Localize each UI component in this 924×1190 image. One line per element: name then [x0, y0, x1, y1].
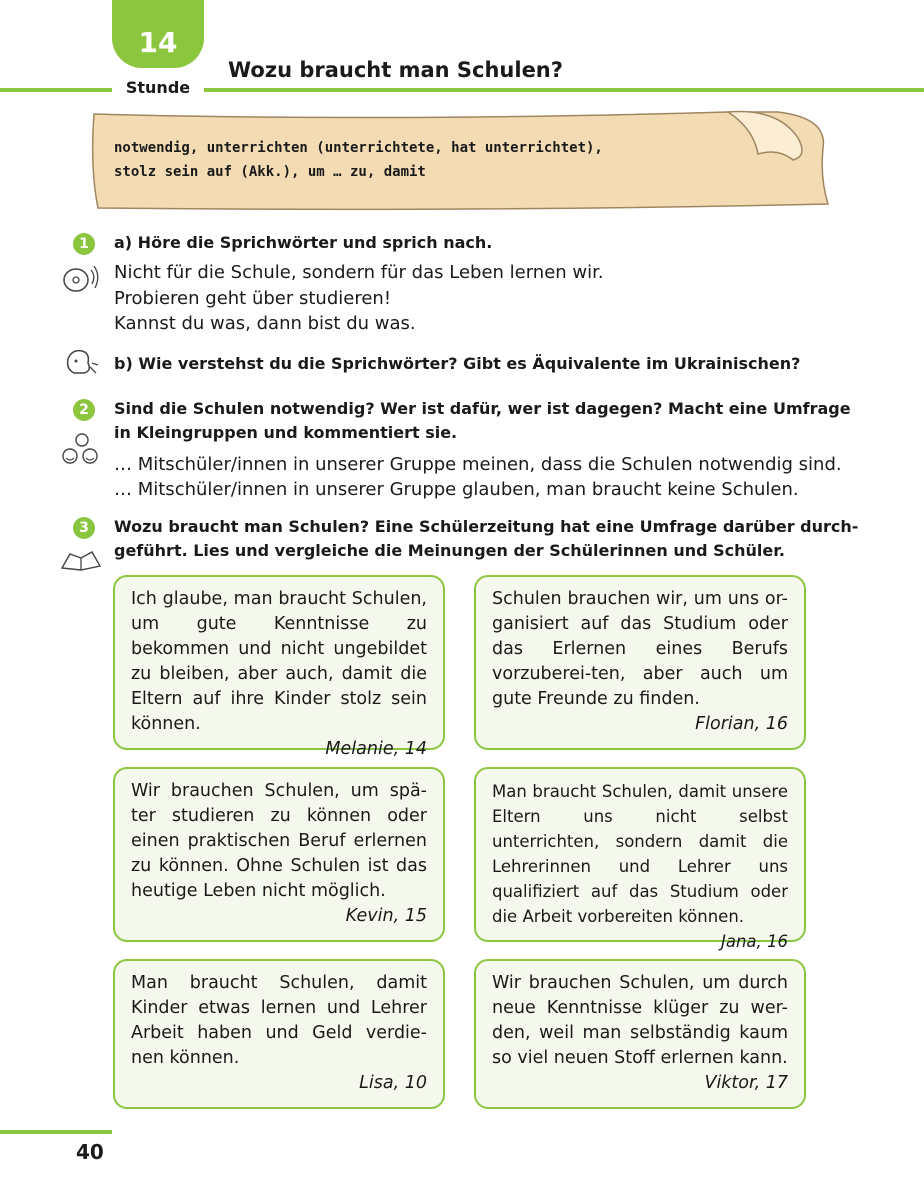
- vocabulary-line-1: notwendig, unterrichten (unterrichtete, hat unterrichtet),: [114, 140, 603, 156]
- opinion-box-kevin: [113, 767, 445, 942]
- header-rule-right: [204, 88, 924, 92]
- opinion-text: Wir brauchen Schulen, um durch neue Kenntnisse klüger zu wer-den, weil man selbständig kaum so viel neuen Stoff erlernen kann.: [492, 973, 788, 1068]
- task-2-line-2: … Mitschüler/innen in unserer Gruppe glauben, man braucht keine Schulen.: [114, 479, 799, 500]
- opinion-box-jana: [474, 767, 806, 951]
- opinion-text: Wir brauchen Schulen, um spä-ter studieren zu können oder einen praktischen Beruf erlernen zu können. Ohne Schulen ist das heutige Leben nicht möglich.: [131, 781, 427, 901]
- opinion-box-melanie: [113, 575, 445, 759]
- proverb-3: Kannst du was, dann bist du was.: [114, 313, 416, 334]
- page-title: Wozu braucht man Schulen?: [228, 58, 563, 82]
- proverb-1: Nicht für die Schule, sondern für das Leben lernen wir.: [114, 262, 604, 283]
- opinion-text: Schulen brauchen wir, um uns or-ganisiert auf das Studium oder das Erlernen eines Berufs vorzuberei-ten, aber auch um gute Freunde zu finden.: [492, 589, 788, 709]
- task-3-number: 3: [73, 517, 95, 539]
- task-1a-heading: a) Höre die Sprichwörter und sprich nach.: [114, 233, 493, 252]
- task-2-heading-line-2: in Kleingruppen und kommentiert sie.: [114, 423, 458, 442]
- group-faces-icon: [58, 430, 104, 474]
- opinion-box-lisa: [113, 959, 445, 1109]
- footer-rule: [0, 1130, 112, 1134]
- opinion-author: Viktor, 17: [704, 1073, 788, 1093]
- opinion-box-florian: [474, 575, 806, 750]
- opinion-author: Lisa, 10: [359, 1073, 427, 1093]
- header-rule-left: [0, 88, 112, 92]
- task-1b-heading: b) Wie verstehst du die Sprichwörter? Gibt es Äquivalente im Ukrainischen?: [114, 354, 801, 373]
- opinion-author: Kevin, 15: [345, 906, 427, 926]
- task-3-heading-line-2: geführt. Lies und vergleiche die Meinungen der Schülerinnen und Schüler.: [114, 541, 785, 560]
- cd-icon: [58, 262, 102, 300]
- task-3-heading-line-1: Wozu braucht man Schulen? Eine Schülerzeitung hat eine Umfrage darüber durch-: [114, 517, 859, 536]
- lesson-word: Stunde: [125, 78, 191, 97]
- opinion-text: Man braucht Schulen, damit Kinder etwas lernen und Lehrer Arbeit haben und Geld verdie-nen können.: [131, 973, 427, 1068]
- scroll-shape: [88, 108, 833, 216]
- lesson-number: 14: [138, 26, 178, 59]
- opinion-author: Florian, 16: [695, 714, 788, 734]
- task-1-number: 1: [73, 233, 95, 255]
- proverb-2: Probieren geht über studieren!: [114, 288, 392, 309]
- vocabulary-line-2: stolz sein auf (Akk.), um … zu, damit: [114, 164, 426, 180]
- vocabulary-scroll: [88, 108, 833, 216]
- page-number: 40: [76, 1140, 104, 1164]
- thinking-head-icon: [62, 347, 100, 383]
- opinion-author: Melanie, 14: [325, 739, 427, 759]
- opinion-author: Jana, 16: [720, 932, 788, 951]
- task-2-heading-line-1: Sind die Schulen notwendig? Wer ist dafür, wer ist dagegen? Macht eine Umfrage: [114, 399, 851, 418]
- opinion-box-viktor: [474, 959, 806, 1109]
- open-book-icon: [60, 548, 102, 578]
- task-2-line-1: … Mitschüler/innen in unserer Gruppe meinen, dass die Schulen notwendig sind.: [114, 454, 842, 475]
- task-2-number: 2: [73, 399, 95, 421]
- lesson-number-tab: [112, 0, 204, 68]
- opinion-text: Man braucht Schulen, damit unsere Eltern uns nicht selbst unterrichten, sondern damit die Lehrerinnen und Lehrer uns qualifiziert auf das Studium oder die Arbeit vorbereiten können.: [492, 782, 788, 926]
- opinion-text: Ich glaube, man braucht Schulen, um gute Kenntnisse zu bekommen und nicht ungebildet zu bleiben, aber auch, damit die Eltern auf ihre Kinder stolz sein können.: [131, 589, 427, 734]
